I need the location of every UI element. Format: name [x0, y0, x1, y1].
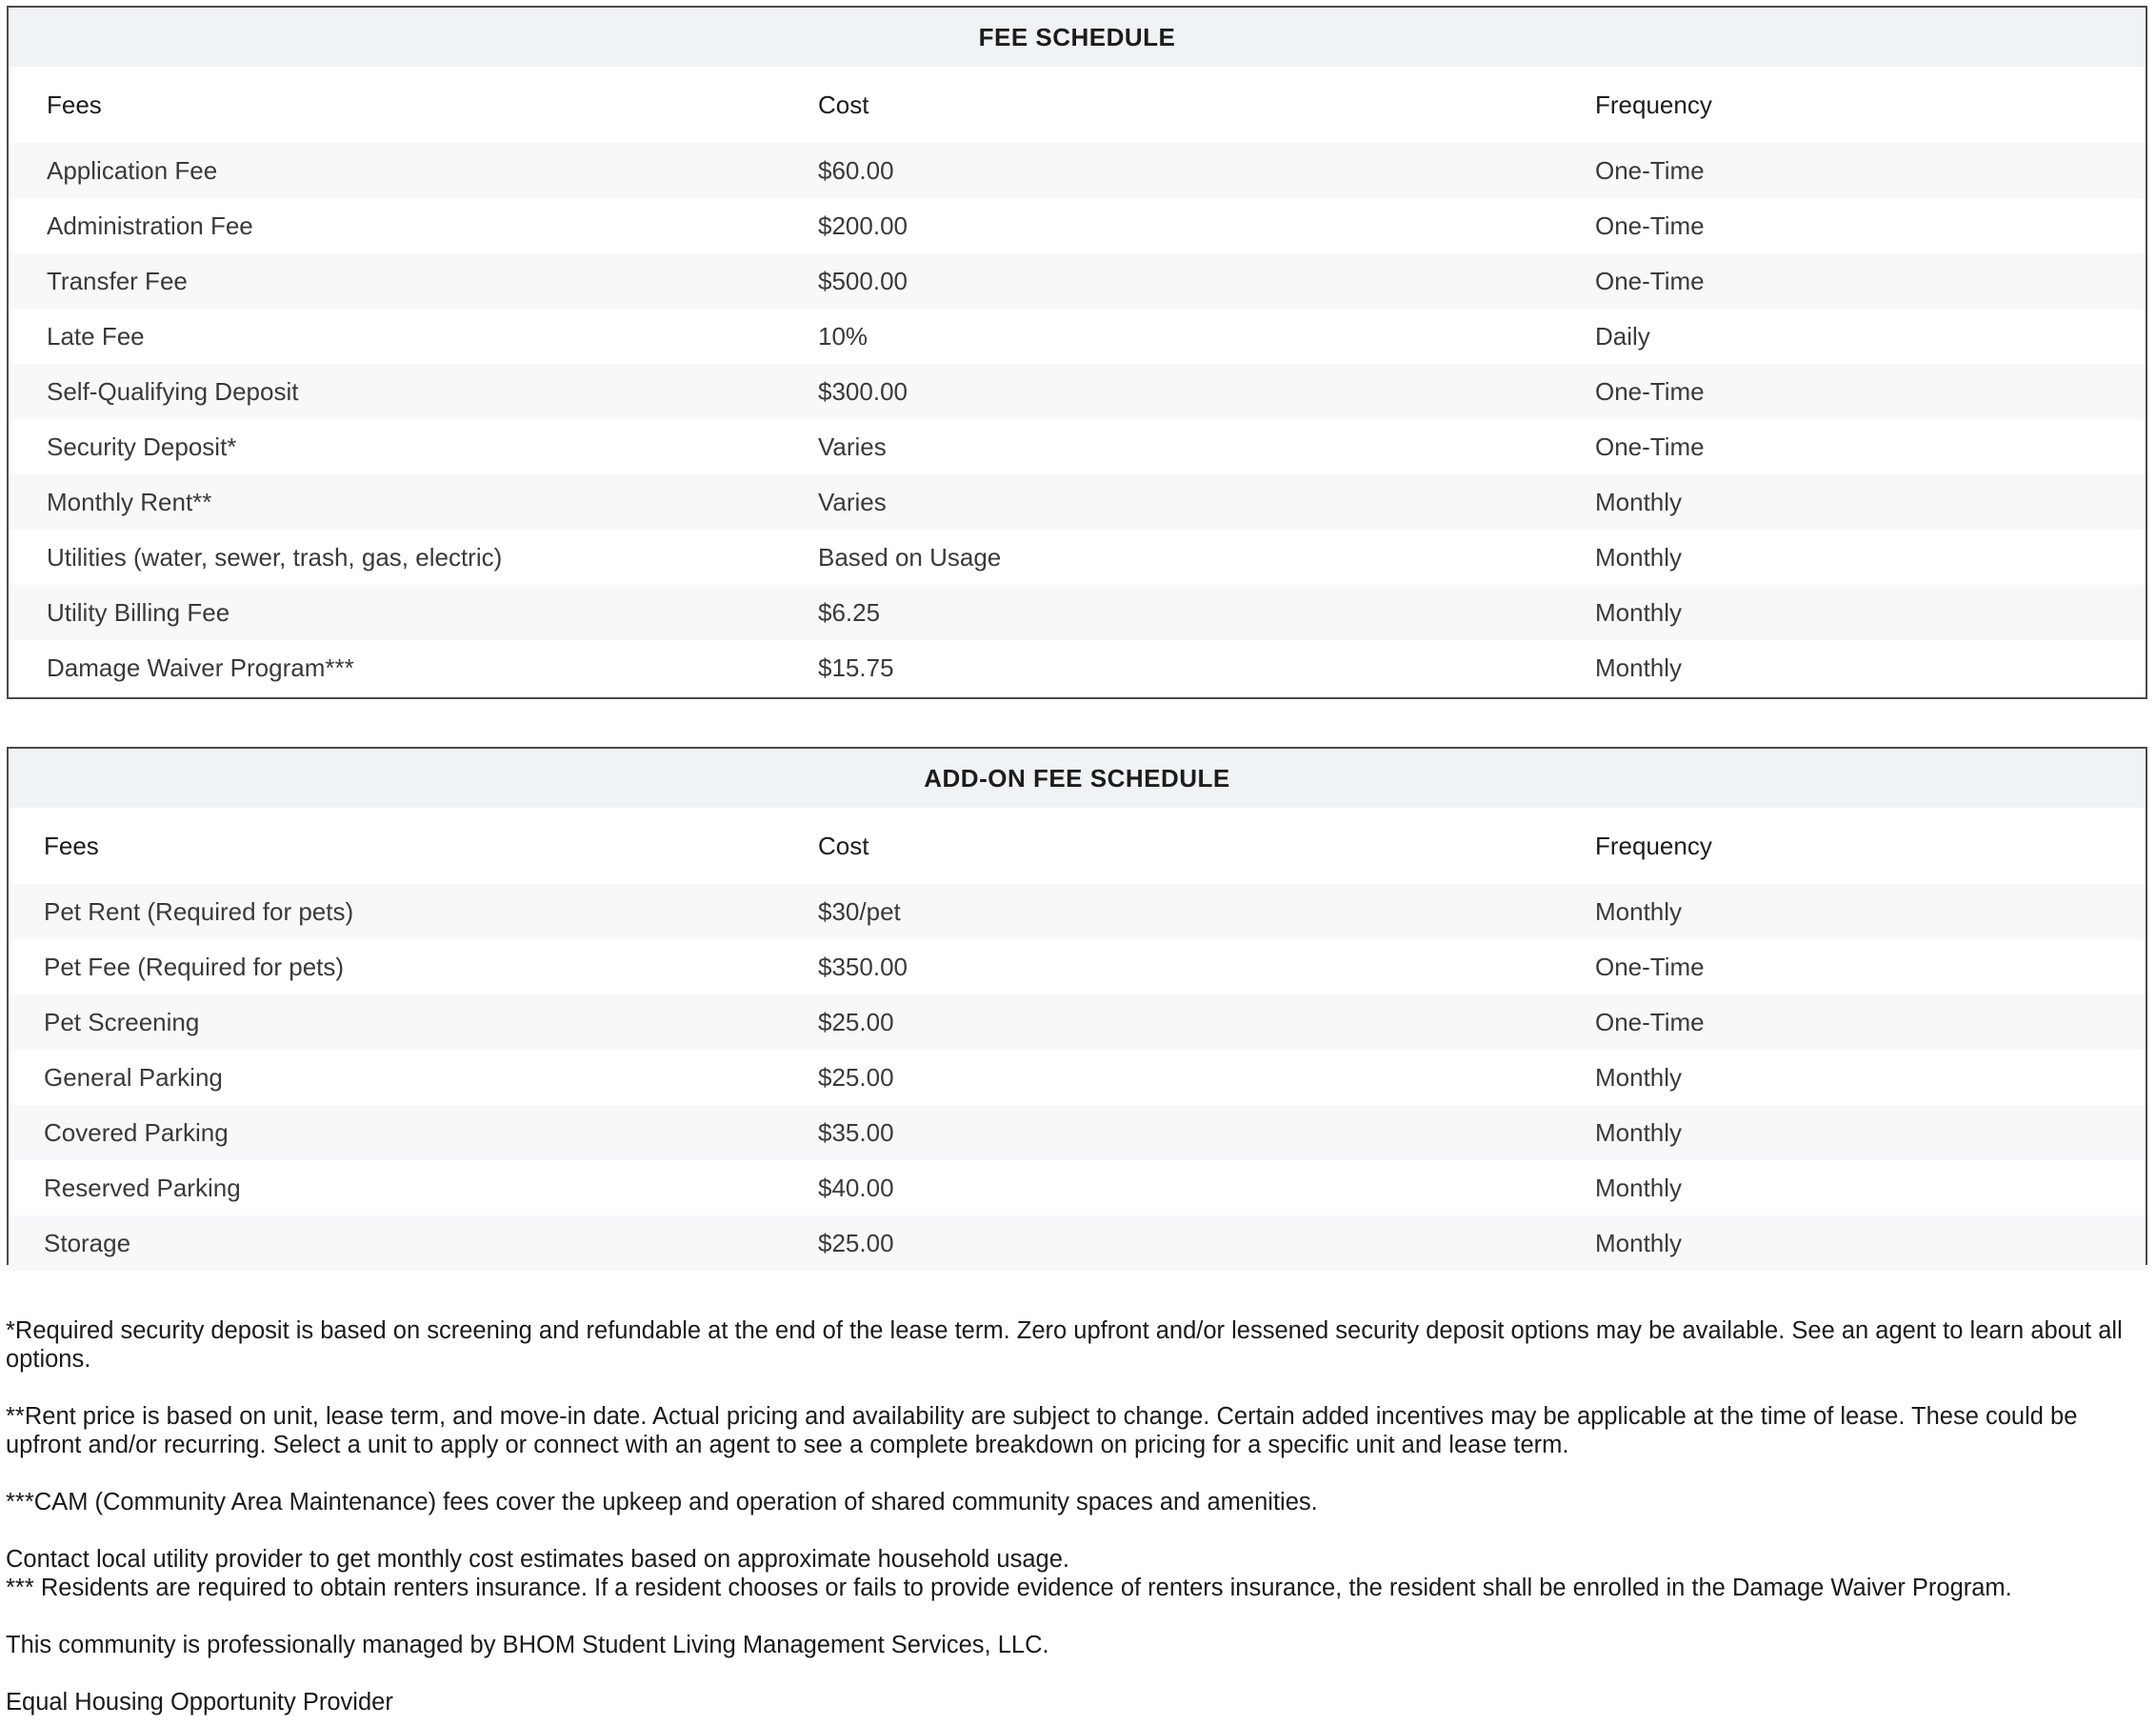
addon-fee-schedule-table — [7, 747, 2147, 1265]
fee-cell: Monthly Rent** — [47, 487, 212, 516]
frequency-cell: Monthly — [1595, 597, 1683, 627]
table-row — [9, 1050, 2146, 1105]
frequency-cell: Monthly — [1595, 1117, 1683, 1147]
table-row — [9, 364, 2146, 419]
frequency-cell: Monthly — [1595, 652, 1683, 682]
fee-cell: Security Deposit* — [47, 432, 237, 461]
frequency-cell: Monthly — [1595, 896, 1683, 926]
table-row — [9, 939, 2146, 994]
fee-cell: Transfer Fee — [47, 266, 188, 295]
cost-cell: $25.00 — [818, 1228, 894, 1257]
cost-cell: $25.00 — [818, 1007, 894, 1036]
frequency-cell: Daily — [1595, 321, 1650, 351]
frequency-cell: One-Time — [1595, 376, 1705, 406]
frequency-cell: Monthly — [1595, 1173, 1683, 1202]
table-row — [9, 309, 2146, 364]
frequency-cell: One-Time — [1595, 432, 1705, 461]
column-header-fees: Fees — [44, 831, 99, 860]
table-row — [9, 884, 2146, 939]
cost-cell: $350.00 — [818, 952, 908, 981]
fee-cell: Damage Waiver Program*** — [47, 652, 354, 682]
table-row — [9, 474, 2146, 530]
frequency-cell: Monthly — [1595, 1228, 1683, 1257]
cost-cell: Based on Usage — [818, 542, 1002, 572]
fee-cell: Storage — [44, 1228, 131, 1257]
note-cam: ***CAM (Community Area Maintenance) fees cover the upkeep and operation of shared community spaces and amenities. — [6, 1489, 1318, 1515]
cost-cell: $30/pet — [818, 896, 901, 926]
cost-cell: $40.00 — [818, 1173, 894, 1202]
fee-cell: Pet Fee (Required for pets) — [44, 952, 345, 981]
fee-schedule-header-row — [9, 67, 2146, 143]
note-rent-price: **Rent price is based on unit, lease term, and move-in date. Actual pricing and availability are subject to change. Certain added incentives may be applicable at the time of lease. These could be upfront and/or recurring. Select a unit to apply or connect with an agent to see a complete breakdown on pricing for a specific unit and lease term. — [6, 1403, 2078, 1458]
frequency-cell: One-Time — [1595, 1007, 1705, 1036]
fee-cell: Administration Fee — [47, 211, 253, 240]
note-equal-housing: Equal Housing Opportunity Provider — [6, 1689, 393, 1716]
cost-cell: $60.00 — [818, 155, 894, 185]
note-insurance: *** Residents are required to obtain renters insurance. If a resident chooses or fails to provide evidence of renters insurance, the resident shall be enrolled in the Damage Waiver Program. — [6, 1575, 2012, 1601]
table-row — [9, 1105, 2146, 1160]
table-row — [9, 585, 2146, 640]
fee-cell: Reserved Parking — [44, 1173, 241, 1202]
cost-cell: Varies — [818, 432, 887, 461]
table-row — [9, 530, 2146, 585]
cost-cell: $15.75 — [818, 652, 894, 682]
note-utility: Contact local utility provider to get monthly cost estimates based on approximate household usage. — [6, 1546, 1069, 1573]
frequency-cell: One-Time — [1595, 266, 1705, 295]
column-header-cost: Cost — [818, 831, 869, 860]
table-row — [9, 419, 2146, 474]
fee-cell: Covered Parking — [44, 1117, 229, 1147]
cost-cell: $6.25 — [818, 597, 881, 627]
fee-cell: Application Fee — [47, 155, 218, 185]
cost-cell: $200.00 — [818, 211, 908, 240]
cost-cell: $300.00 — [818, 376, 908, 406]
fee-cell: Late Fee — [47, 321, 145, 351]
frequency-cell: One-Time — [1595, 155, 1705, 185]
table-row — [9, 1215, 2146, 1271]
cost-cell: $35.00 — [818, 1117, 894, 1147]
fee-cell: General Parking — [44, 1062, 223, 1092]
column-header-frequency: Frequency — [1595, 90, 1712, 119]
fee-schedule-table — [7, 6, 2147, 699]
fee-schedule-title: FEE SCHEDULE — [9, 8, 2146, 67]
cost-cell: $25.00 — [818, 1062, 894, 1092]
cost-cell: $500.00 — [818, 266, 908, 295]
addon-fee-schedule-title: ADD-ON FEE SCHEDULE — [9, 749, 2146, 808]
fee-cell: Self-Qualifying Deposit — [47, 376, 299, 406]
frequency-cell: Monthly — [1595, 487, 1683, 516]
cost-cell: Varies — [818, 487, 887, 516]
fee-cell: Utility Billing Fee — [47, 597, 230, 627]
fee-cell: Pet Screening — [44, 1007, 200, 1036]
addon-fee-schedule-rows — [9, 884, 2146, 1271]
column-header-fees: Fees — [47, 90, 102, 119]
frequency-cell: One-Time — [1595, 211, 1705, 240]
note-security-deposit: *Required security deposit is based on screening and refundable at the end of the lease term. Zero upfront and/or lessened security deposit options may be available. See an agent to learn about all options. — [6, 1317, 2123, 1373]
column-header-frequency: Frequency — [1595, 831, 1712, 860]
fee-cell: Utilities (water, sewer, trash, gas, electric) — [47, 542, 503, 572]
footnotes — [6, 1316, 2148, 1716]
table-row — [9, 253, 2146, 309]
frequency-cell: One-Time — [1595, 952, 1705, 981]
fee-cell: Pet Rent (Required for pets) — [44, 896, 354, 926]
fee-schedule-rows — [9, 143, 2146, 695]
table-row — [9, 198, 2146, 253]
table-row — [9, 1160, 2146, 1215]
addon-fee-schedule-header-row — [9, 808, 2146, 884]
table-row — [9, 143, 2146, 198]
frequency-cell: Monthly — [1595, 1062, 1683, 1092]
cost-cell: 10% — [818, 321, 868, 351]
table-row — [9, 640, 2146, 695]
note-management: This community is professionally managed by BHOM Student Living Management Services, LLC. — [6, 1632, 1049, 1658]
frequency-cell: Monthly — [1595, 542, 1683, 572]
column-header-cost: Cost — [818, 90, 869, 119]
table-row — [9, 994, 2146, 1050]
